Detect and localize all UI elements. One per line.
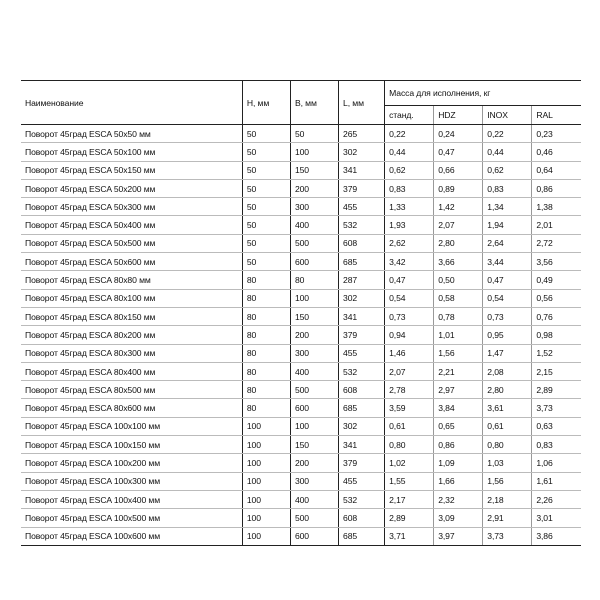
- cell-name: Поворот 45град ESCA 80x400 мм: [21, 362, 242, 380]
- cell-l: 302: [339, 417, 385, 435]
- cell-mass-inox: 0,95: [483, 326, 532, 344]
- cell-mass-inox: 2,18: [483, 490, 532, 508]
- cell-mass-inox: 1,34: [483, 198, 532, 216]
- cell-mass-ral: 3,86: [532, 527, 581, 545]
- header-b: B, мм: [290, 81, 338, 125]
- cell-mass-hdz: 3,66: [434, 253, 483, 271]
- cell-b: 600: [290, 527, 338, 545]
- cell-name: Поворот 45град ESCA 50x500 мм: [21, 234, 242, 252]
- cell-mass-inox: 1,03: [483, 454, 532, 472]
- table-row: [21, 399, 581, 417]
- cell-l: 379: [339, 326, 385, 344]
- cell-mass-ral: 3,01: [532, 509, 581, 527]
- cell-name: Поворот 45град ESCA 50x600 мм: [21, 253, 242, 271]
- cell-mass-hdz: 0,86: [434, 436, 483, 454]
- cell-mass-ral: 0,86: [532, 179, 581, 197]
- cell-name: Поворот 45град ESCA 80x80 мм: [21, 271, 242, 289]
- cell-l: 379: [339, 454, 385, 472]
- cell-mass-standard: 2,17: [385, 490, 434, 508]
- cell-h: 50: [242, 143, 290, 161]
- table-row: [21, 289, 581, 307]
- header-l: L, мм: [339, 81, 385, 125]
- cell-b: 300: [290, 472, 338, 490]
- table-row: [21, 454, 581, 472]
- table-row: [21, 216, 581, 234]
- cell-mass-hdz: 1,01: [434, 326, 483, 344]
- cell-mass-hdz: 0,58: [434, 289, 483, 307]
- cell-b: 200: [290, 326, 338, 344]
- cell-h: 50: [242, 216, 290, 234]
- header-mass-group: Масса для исполнения, кг: [385, 81, 581, 106]
- cell-mass-standard: 0,83: [385, 179, 434, 197]
- cell-mass-inox: 2,08: [483, 362, 532, 380]
- cell-l: 287: [339, 271, 385, 289]
- header-inox: INOX: [483, 106, 532, 125]
- cell-mass-ral: 2,15: [532, 362, 581, 380]
- cell-b: 50: [290, 125, 338, 143]
- cell-b: 600: [290, 253, 338, 271]
- cell-mass-hdz: 0,50: [434, 271, 483, 289]
- cell-mass-ral: 1,06: [532, 454, 581, 472]
- cell-h: 80: [242, 326, 290, 344]
- table-row: [21, 125, 581, 143]
- table-row: [21, 307, 581, 325]
- cell-mass-standard: 0,94: [385, 326, 434, 344]
- cell-mass-standard: 1,93: [385, 216, 434, 234]
- cell-mass-ral: 2,01: [532, 216, 581, 234]
- cell-l: 265: [339, 125, 385, 143]
- cell-mass-hdz: 2,07: [434, 216, 483, 234]
- cell-mass-standard: 0,61: [385, 417, 434, 435]
- cell-name: Поворот 45град ESCA 50x50 мм: [21, 125, 242, 143]
- cell-mass-standard: 3,59: [385, 399, 434, 417]
- header-ral: RAL: [532, 106, 581, 125]
- table-row: [21, 161, 581, 179]
- cell-mass-ral: 3,73: [532, 399, 581, 417]
- cell-l: 532: [339, 216, 385, 234]
- cell-mass-standard: 0,47: [385, 271, 434, 289]
- cell-name: Поворот 45град ESCA 100x300 мм: [21, 472, 242, 490]
- cell-mass-ral: 0,46: [532, 143, 581, 161]
- table-row: [21, 362, 581, 380]
- cell-name: Поворот 45град ESCA 50x400 мм: [21, 216, 242, 234]
- cell-mass-ral: 3,56: [532, 253, 581, 271]
- table-row: [21, 271, 581, 289]
- cell-mass-hdz: 0,66: [434, 161, 483, 179]
- cell-mass-hdz: 2,97: [434, 381, 483, 399]
- cell-mass-inox: 0,47: [483, 271, 532, 289]
- cell-mass-standard: 2,07: [385, 362, 434, 380]
- cell-l: 455: [339, 472, 385, 490]
- cell-name: Поворот 45град ESCA 100x100 мм: [21, 417, 242, 435]
- cell-mass-standard: 3,42: [385, 253, 434, 271]
- cell-b: 500: [290, 509, 338, 527]
- cell-mass-ral: 0,76: [532, 307, 581, 325]
- cell-l: 341: [339, 436, 385, 454]
- cell-mass-standard: 1,55: [385, 472, 434, 490]
- cell-mass-hdz: 2,21: [434, 362, 483, 380]
- cell-h: 100: [242, 509, 290, 527]
- cell-b: 150: [290, 307, 338, 325]
- cell-name: Поворот 45град ESCA 50x100 мм: [21, 143, 242, 161]
- cell-mass-hdz: 1,42: [434, 198, 483, 216]
- cell-mass-standard: 2,78: [385, 381, 434, 399]
- cell-name: Поворот 45град ESCA 50x200 мм: [21, 179, 242, 197]
- cell-name: Поворот 45град ESCA 100x400 мм: [21, 490, 242, 508]
- cell-h: 100: [242, 472, 290, 490]
- cell-b: 300: [290, 344, 338, 362]
- cell-mass-standard: 2,89: [385, 509, 434, 527]
- cell-mass-inox: 0,83: [483, 179, 532, 197]
- cell-mass-hdz: 3,97: [434, 527, 483, 545]
- cell-mass-hdz: 0,24: [434, 125, 483, 143]
- cell-mass-hdz: 3,09: [434, 509, 483, 527]
- table-body: [21, 125, 581, 546]
- cell-l: 532: [339, 362, 385, 380]
- cell-l: 455: [339, 198, 385, 216]
- cell-mass-inox: 0,62: [483, 161, 532, 179]
- cell-mass-inox: 0,61: [483, 417, 532, 435]
- cell-mass-standard: 0,73: [385, 307, 434, 325]
- product-mass-table: [21, 80, 581, 546]
- cell-mass-hdz: 3,84: [434, 399, 483, 417]
- cell-h: 50: [242, 161, 290, 179]
- cell-mass-ral: 0,83: [532, 436, 581, 454]
- cell-h: 100: [242, 417, 290, 435]
- cell-l: 685: [339, 527, 385, 545]
- cell-mass-ral: 0,63: [532, 417, 581, 435]
- header-hdz: HDZ: [434, 106, 483, 125]
- cell-name: Поворот 45град ESCA 50x150 мм: [21, 161, 242, 179]
- cell-name: Поворот 45град ESCA 80x300 мм: [21, 344, 242, 362]
- cell-l: 379: [339, 179, 385, 197]
- cell-mass-ral: 2,89: [532, 381, 581, 399]
- table-header: [21, 81, 581, 125]
- cell-h: 100: [242, 527, 290, 545]
- cell-b: 100: [290, 143, 338, 161]
- cell-name: Поворот 45град ESCA 100x500 мм: [21, 509, 242, 527]
- cell-name: Поворот 45град ESCA 50x300 мм: [21, 198, 242, 216]
- product-table-container: [21, 80, 581, 546]
- cell-mass-standard: 1,46: [385, 344, 434, 362]
- cell-h: 80: [242, 307, 290, 325]
- cell-h: 50: [242, 253, 290, 271]
- cell-b: 400: [290, 362, 338, 380]
- cell-b: 80: [290, 271, 338, 289]
- cell-mass-inox: 0,44: [483, 143, 532, 161]
- cell-h: 100: [242, 436, 290, 454]
- cell-mass-standard: 3,71: [385, 527, 434, 545]
- table-row: [21, 179, 581, 197]
- cell-mass-hdz: 0,47: [434, 143, 483, 161]
- cell-name: Поворот 45град ESCA 100x600 мм: [21, 527, 242, 545]
- cell-b: 400: [290, 490, 338, 508]
- cell-l: 302: [339, 143, 385, 161]
- table-row: [21, 326, 581, 344]
- cell-mass-inox: 2,91: [483, 509, 532, 527]
- cell-l: 341: [339, 161, 385, 179]
- cell-mass-hdz: 1,56: [434, 344, 483, 362]
- cell-mass-inox: 0,22: [483, 125, 532, 143]
- cell-mass-ral: 1,61: [532, 472, 581, 490]
- table-row: [21, 198, 581, 216]
- cell-b: 500: [290, 381, 338, 399]
- cell-b: 150: [290, 161, 338, 179]
- table-row: [21, 253, 581, 271]
- cell-l: 302: [339, 289, 385, 307]
- cell-mass-ral: 0,23: [532, 125, 581, 143]
- cell-b: 200: [290, 454, 338, 472]
- cell-mass-standard: 0,54: [385, 289, 434, 307]
- cell-mass-hdz: 0,78: [434, 307, 483, 325]
- cell-l: 341: [339, 307, 385, 325]
- cell-mass-inox: 1,94: [483, 216, 532, 234]
- table-row: [21, 417, 581, 435]
- cell-mass-hdz: 1,09: [434, 454, 483, 472]
- cell-h: 50: [242, 234, 290, 252]
- table-row: [21, 381, 581, 399]
- cell-b: 100: [290, 417, 338, 435]
- cell-mass-inox: 2,64: [483, 234, 532, 252]
- cell-name: Поворот 45град ESCA 80x500 мм: [21, 381, 242, 399]
- cell-b: 600: [290, 399, 338, 417]
- table-row: [21, 436, 581, 454]
- cell-mass-hdz: 2,80: [434, 234, 483, 252]
- cell-mass-inox: 2,80: [483, 381, 532, 399]
- header-standard: станд.: [385, 106, 434, 125]
- cell-mass-ral: 1,38: [532, 198, 581, 216]
- cell-l: 608: [339, 234, 385, 252]
- cell-mass-hdz: 0,65: [434, 417, 483, 435]
- cell-mass-ral: 2,26: [532, 490, 581, 508]
- cell-mass-inox: 3,73: [483, 527, 532, 545]
- cell-h: 50: [242, 198, 290, 216]
- cell-b: 300: [290, 198, 338, 216]
- cell-mass-standard: 0,22: [385, 125, 434, 143]
- cell-mass-standard: 0,62: [385, 161, 434, 179]
- cell-mass-hdz: 0,89: [434, 179, 483, 197]
- cell-mass-inox: 0,54: [483, 289, 532, 307]
- table-row: [21, 472, 581, 490]
- cell-mass-standard: 1,33: [385, 198, 434, 216]
- cell-name: Поворот 45град ESCA 80x200 мм: [21, 326, 242, 344]
- cell-l: 532: [339, 490, 385, 508]
- table-row: [21, 490, 581, 508]
- table-row: [21, 509, 581, 527]
- cell-h: 80: [242, 381, 290, 399]
- cell-mass-inox: 1,47: [483, 344, 532, 362]
- cell-l: 685: [339, 253, 385, 271]
- cell-h: 50: [242, 179, 290, 197]
- cell-name: Поворот 45град ESCA 80x600 мм: [21, 399, 242, 417]
- cell-name: Поворот 45град ESCA 100x150 мм: [21, 436, 242, 454]
- cell-mass-standard: 2,62: [385, 234, 434, 252]
- cell-b: 400: [290, 216, 338, 234]
- cell-name: Поворот 45град ESCA 100x200 мм: [21, 454, 242, 472]
- cell-mass-inox: 3,61: [483, 399, 532, 417]
- cell-mass-hdz: 2,32: [434, 490, 483, 508]
- cell-name: Поворот 45град ESCA 80x100 мм: [21, 289, 242, 307]
- cell-h: 80: [242, 344, 290, 362]
- cell-name: Поворот 45град ESCA 80x150 мм: [21, 307, 242, 325]
- cell-mass-ral: 0,49: [532, 271, 581, 289]
- cell-b: 200: [290, 179, 338, 197]
- cell-h: 100: [242, 490, 290, 508]
- cell-l: 685: [339, 399, 385, 417]
- cell-mass-ral: 1,52: [532, 344, 581, 362]
- cell-h: 50: [242, 125, 290, 143]
- table-row: [21, 527, 581, 545]
- table-row: [21, 344, 581, 362]
- cell-mass-ral: 0,56: [532, 289, 581, 307]
- cell-b: 150: [290, 436, 338, 454]
- cell-mass-hdz: 1,66: [434, 472, 483, 490]
- cell-l: 608: [339, 381, 385, 399]
- cell-mass-standard: 0,80: [385, 436, 434, 454]
- cell-mass-standard: 1,02: [385, 454, 434, 472]
- cell-h: 80: [242, 362, 290, 380]
- cell-mass-inox: 3,44: [483, 253, 532, 271]
- cell-b: 500: [290, 234, 338, 252]
- cell-mass-ral: 0,98: [532, 326, 581, 344]
- cell-mass-ral: 0,64: [532, 161, 581, 179]
- table-row: [21, 143, 581, 161]
- cell-l: 608: [339, 509, 385, 527]
- cell-h: 80: [242, 271, 290, 289]
- cell-h: 100: [242, 454, 290, 472]
- cell-mass-inox: 1,56: [483, 472, 532, 490]
- header-name: Наименование: [21, 81, 242, 125]
- cell-h: 80: [242, 289, 290, 307]
- cell-l: 455: [339, 344, 385, 362]
- cell-h: 80: [242, 399, 290, 417]
- table-row: [21, 234, 581, 252]
- cell-b: 100: [290, 289, 338, 307]
- cell-mass-standard: 0,44: [385, 143, 434, 161]
- cell-mass-inox: 0,80: [483, 436, 532, 454]
- cell-mass-ral: 2,72: [532, 234, 581, 252]
- header-h: H, мм: [242, 81, 290, 125]
- cell-mass-inox: 0,73: [483, 307, 532, 325]
